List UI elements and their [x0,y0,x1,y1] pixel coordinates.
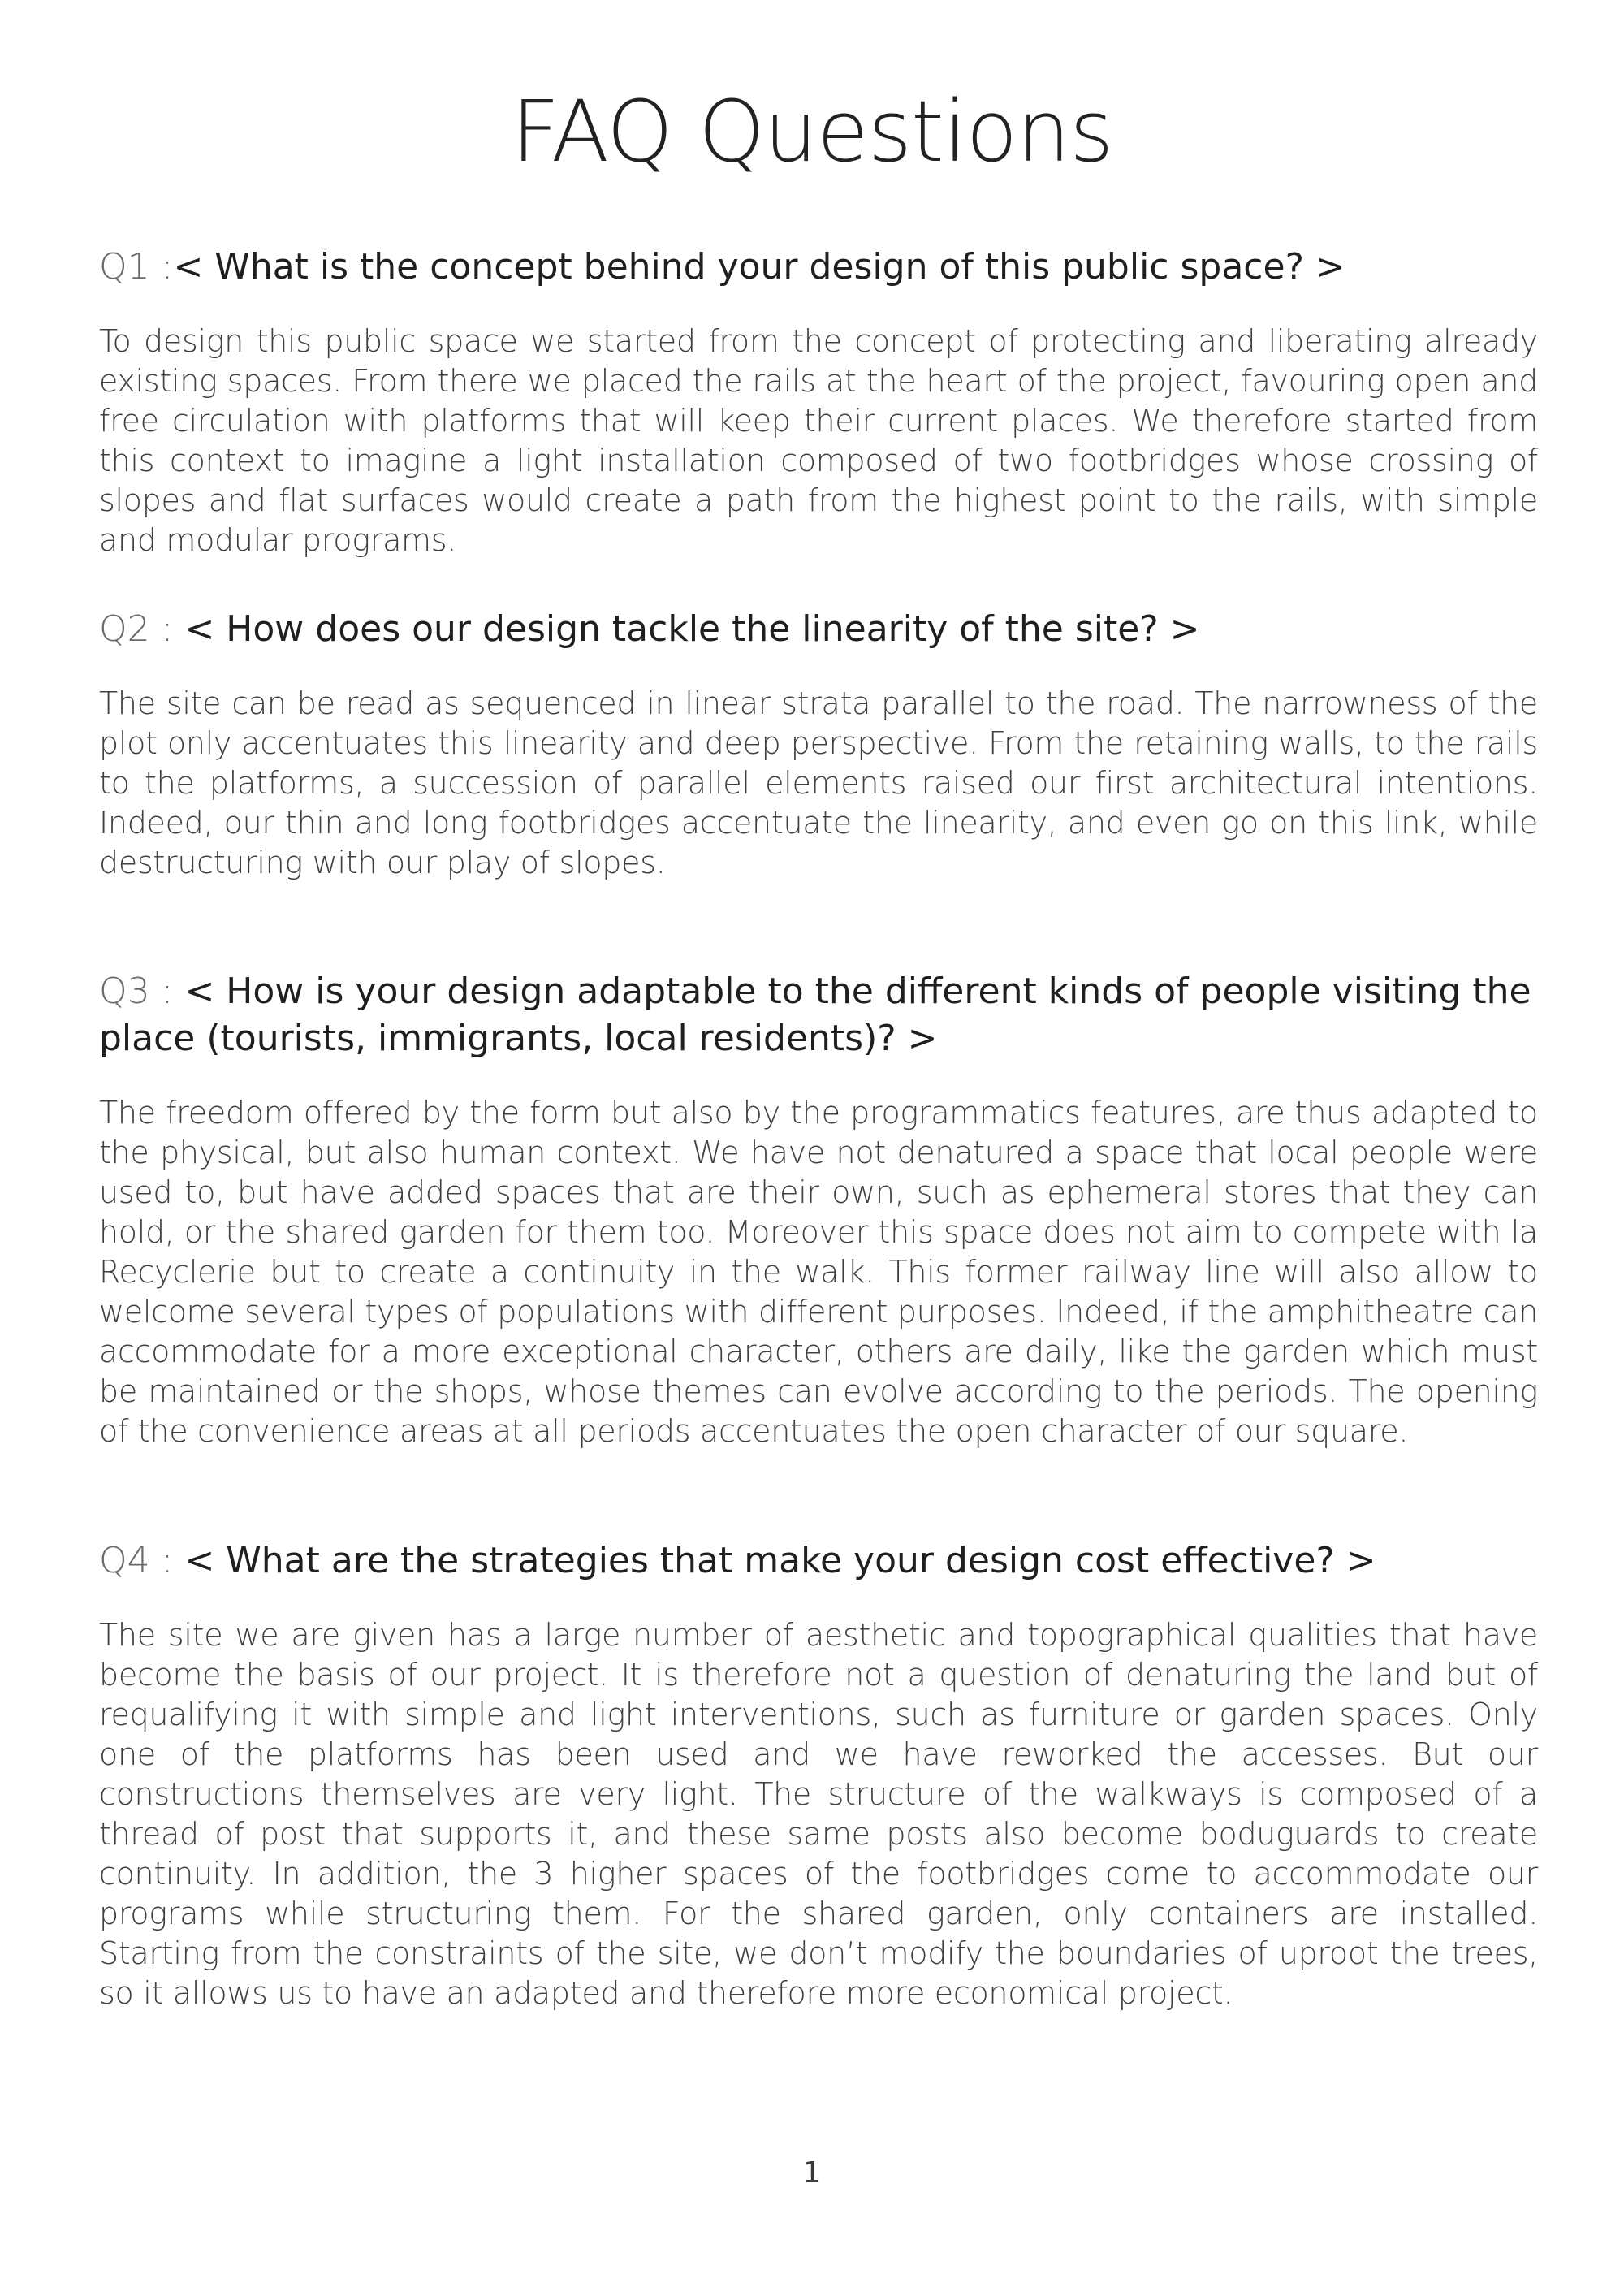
faq-item-q1 [99,244,1538,560]
question-separator: : [149,1540,185,1581]
question-text: < What is the concept behind your design of this public space? > [173,246,1345,288]
answer-text: The freedom offered by the form but also by the programmatics features, are thus adapted to the physical, but also human context. We have not denatured a space that local people were used to, but have added spaces that are their own, such as ephemeral stores that they can hold, or the shared garden for them too. Moreover this space does not aim to compete with la Recyclerie but to create a continuity in the walk. This former railway line will also allow to welcome several types of populations with different purposes. Indeed, if the amphitheatre can accommodate for a more exceptional character, others are daily, like the garden which must be maintained or the shops, whose themes can evolve according to the periods. The opening of the convenience areas at all periods accentuates the open character of our square. [99,1095,1538,1449]
question-number: Q3 [99,971,150,1012]
question-text: < How does our design tackle the linearity of the site? > [184,608,1200,650]
question-text: < How is your design adaptable to the different kinds of people visiting the place (tourists, immigrants, local residents)? > [99,971,1531,1059]
question-heading [99,606,1538,653]
question-heading [99,968,1538,1062]
answer-text: The site can be read as sequenced in linear strata parallel to the road. The narrowness of the plot only accentuates this linearity and deep perspective. From the retaining walls, to the rails to the platforms, a succession of parallel elements raised our first architectural intentions. Indeed, our thin and long footbridges accentuate the linearity, and even go on this link, while destructuring with our play of slopes. [99,685,1538,880]
answer-text: The site we are given has a large number of aesthetic and topographical qualities that have become the basis of our project. It is therefore not a question of denaturing the land but of requalifying it with simple and light interventions, such as furniture or garden spaces. Only one of the platforms has been used and we have reworked the accesses. But our constructions themselves are very light. The structure of the walkways is composed of a thread of post that supports it, and these same posts also become boduguards to create continuity. In addition, the 3 higher spaces of the footbridges come to accommodate our programs while structuring them. For the shared garden, only containers are installed. Starting from the constraints of the site, we don’t modify the boundaries of uproot the trees, so it allows us to have an adapted and therefore more economical project. [99,1617,1538,2011]
answer-text: To design this public space we started from the concept of protecting and liberating already existing spaces. From there we placed the rails at the heart of the project, favouring open and free circulation with platforms that will keep their current places. We therefore started from this context to imagine a light installation composed of two footbridges whose crossing of slopes and flat surfaces would create a path from the highest point to the rails, with simple and modular programs. [99,323,1538,558]
question-heading [99,1537,1538,1585]
page-title: FAQ Questions [511,82,1113,181]
question-separator: : [149,971,185,1012]
question-number: Q1 [99,246,150,288]
question-separator: : [149,608,185,650]
question-heading [99,244,1538,291]
faq-item-q2 [99,606,1538,883]
question-number: Q2 [99,608,150,650]
faq-item-q4 [99,1537,1538,2013]
question-number: Q4 [99,1540,150,1581]
faq-item-q3 [99,968,1538,1451]
page-number: 1 [802,2156,822,2190]
question-separator: : [149,246,174,288]
question-text: < What are the strategies that make your design cost effective? > [184,1540,1376,1581]
